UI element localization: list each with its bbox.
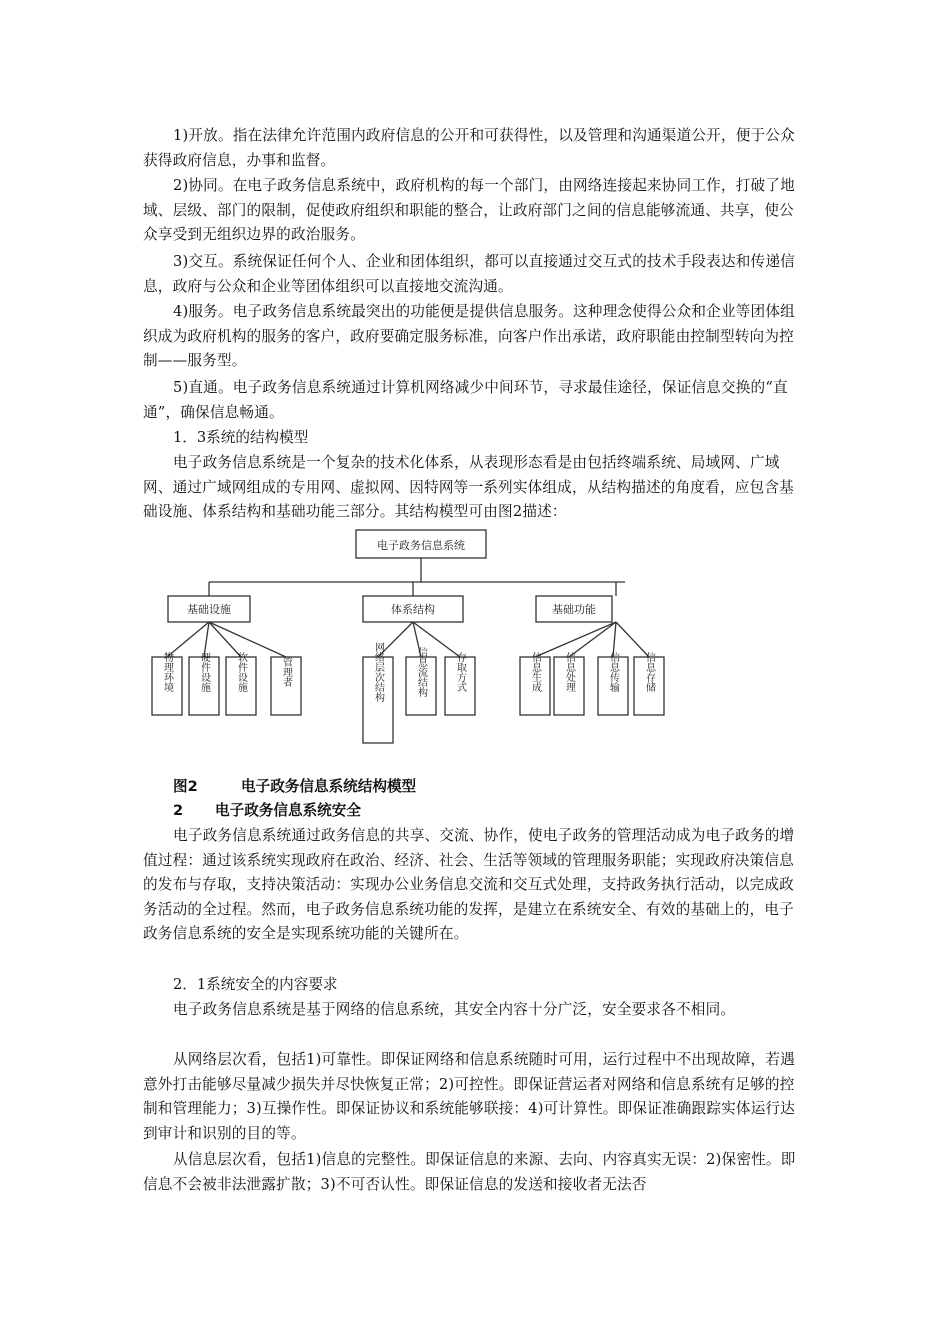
diagram-leaf-label: 信息流结构 bbox=[415, 647, 427, 697]
diagram-branch-label: 体系结构 bbox=[391, 603, 435, 616]
paragraph-direct: 5)直通。电子政务信息系统通过计算机网络减少中间环节，寻求最佳途径，保证信息交换的“直通”，确保信息畅通。 bbox=[143, 379, 788, 421]
paragraph-security-scope: 电子政务信息系统是基于网络的信息系统，其安全内容十分广泛，安全要求各不相同。 bbox=[173, 1001, 736, 1018]
paragraph-cooperation: 2)协同。在电子政务信息系统中，政府机构的每一个部门，由网络连接起来协同工作，打破了地域、层级、部门的限制，促使政府组织和职能的整合，让政府部门之间的信息能够流通、共享，使公众享受到无组织边界的政治服务。 bbox=[143, 177, 795, 244]
diagram-leaf-label: 硬件设施 bbox=[198, 652, 210, 692]
paragraph-security: 电子政务信息系统通过政务信息的共享、交流、协作，使电子政务的管理活动成为电子政务的增值过程：通过该系统实现政府在政治、经济、社会、生活等领域的管理服务职能；实现政府决策信息的发布与存取，支持决策活动：实现办公业务信息交流和交互式处理，支持政务执行活动，以完成政务活动的全过程。然而，电子政务信息系统功能的发挥，是建立在系统安全、有效的基础上的，电子政务信息系统的安全是实现系统功能的关键所在。 bbox=[143, 827, 795, 943]
figure-caption bbox=[173, 775, 416, 796]
section-2-heading bbox=[173, 799, 361, 820]
diagram-leaf-label: 网络层次结构 bbox=[372, 642, 384, 702]
diagram-leaf-label: 物理环境 bbox=[161, 652, 173, 692]
diagram-branch-label: 基础功能 bbox=[552, 603, 596, 616]
diagram-leaf-label: 信息生成 bbox=[529, 652, 541, 692]
figure-number: 图2 bbox=[173, 778, 198, 795]
diagram-leaf-label: 存取方式 bbox=[454, 652, 466, 692]
paragraph-open: 1)开放。指在法律允许范围内政府信息的公开和可获得性，以及管理和沟通渠道公开，便于公众获得政府信息，办事和监督。 bbox=[143, 127, 795, 169]
diagram-leaf-label: 信息处理 bbox=[563, 652, 575, 692]
section-2-1-heading: 2．1系统安全的内容要求 bbox=[173, 976, 338, 993]
section-2-number: 2 bbox=[173, 802, 184, 819]
diagram-leaf-label: 管理者 bbox=[280, 657, 292, 687]
figure-title: 电子政务信息系统结构模型 bbox=[241, 778, 417, 795]
paragraph-network-level: 从网络层次看，包括1)可靠性。即保证网络和信息系统随时可用，运行过程中不出现故障，若遇意外打击能够尽量减少损失并尽快恢复正常；2)可控性。即保证营运者对网络和信息系统有足够的控制和管理能力；3)互操作性。即保证协议和系统能够联接：4)可计算性。即保证准确跟踪实体运行达到审计和识别的目的等。 bbox=[143, 1051, 796, 1142]
diagram-leaf-label: 信息传输 bbox=[607, 652, 619, 692]
structure-diagram bbox=[138, 524, 655, 758]
diagram-root-label: 电子政务信息系统 bbox=[377, 539, 465, 552]
section-1-3-heading: 1．3系统的结构模型 bbox=[173, 429, 309, 446]
paragraph-interaction: 3)交互。系统保证任何个人、企业和团体组织，都可以直接通过交互式的技术手段表达和传递信息，政府与公众和企业等团体组织可以直接地交流沟通。 bbox=[143, 253, 795, 295]
diagram-branch-label: 基础设施 bbox=[187, 603, 231, 616]
paragraph-structure-model: 电子政务信息系统是一个复杂的技术化体系，从表现形态看是由包括终端系统、局域网、广域网、通过广域网组成的专用网、虚拟网、因特网等一系列实体组成，从结构描述的角度看，应包含基础设施、体系结构和基础功能三部分。其结构模型可由图2描述： bbox=[143, 454, 794, 521]
paragraph-information-level: 从信息层次看，包括1)信息的完整性。即保证信息的来源、去向、内容真实无误：2)保密性。即信息不会被非法泄露扩散；3)不可否认性。即保证信息的发送和接收者无法否 bbox=[143, 1151, 796, 1193]
paragraph-service: 4)服务。电子政务信息系统最突出的功能便是提供信息服务。这种理念使得公众和企业等团体组织成为政府机构的服务的客户，政府要确定服务标准，向客户作出承诺，政府职能由控制型转向为控制——服务型。 bbox=[143, 303, 795, 370]
diagram-leaf-label: 软件设施 bbox=[235, 652, 247, 692]
diagram-leaf-label: 信息存储 bbox=[643, 652, 655, 692]
section-2-title: 电子政务信息系统安全 bbox=[215, 802, 361, 819]
